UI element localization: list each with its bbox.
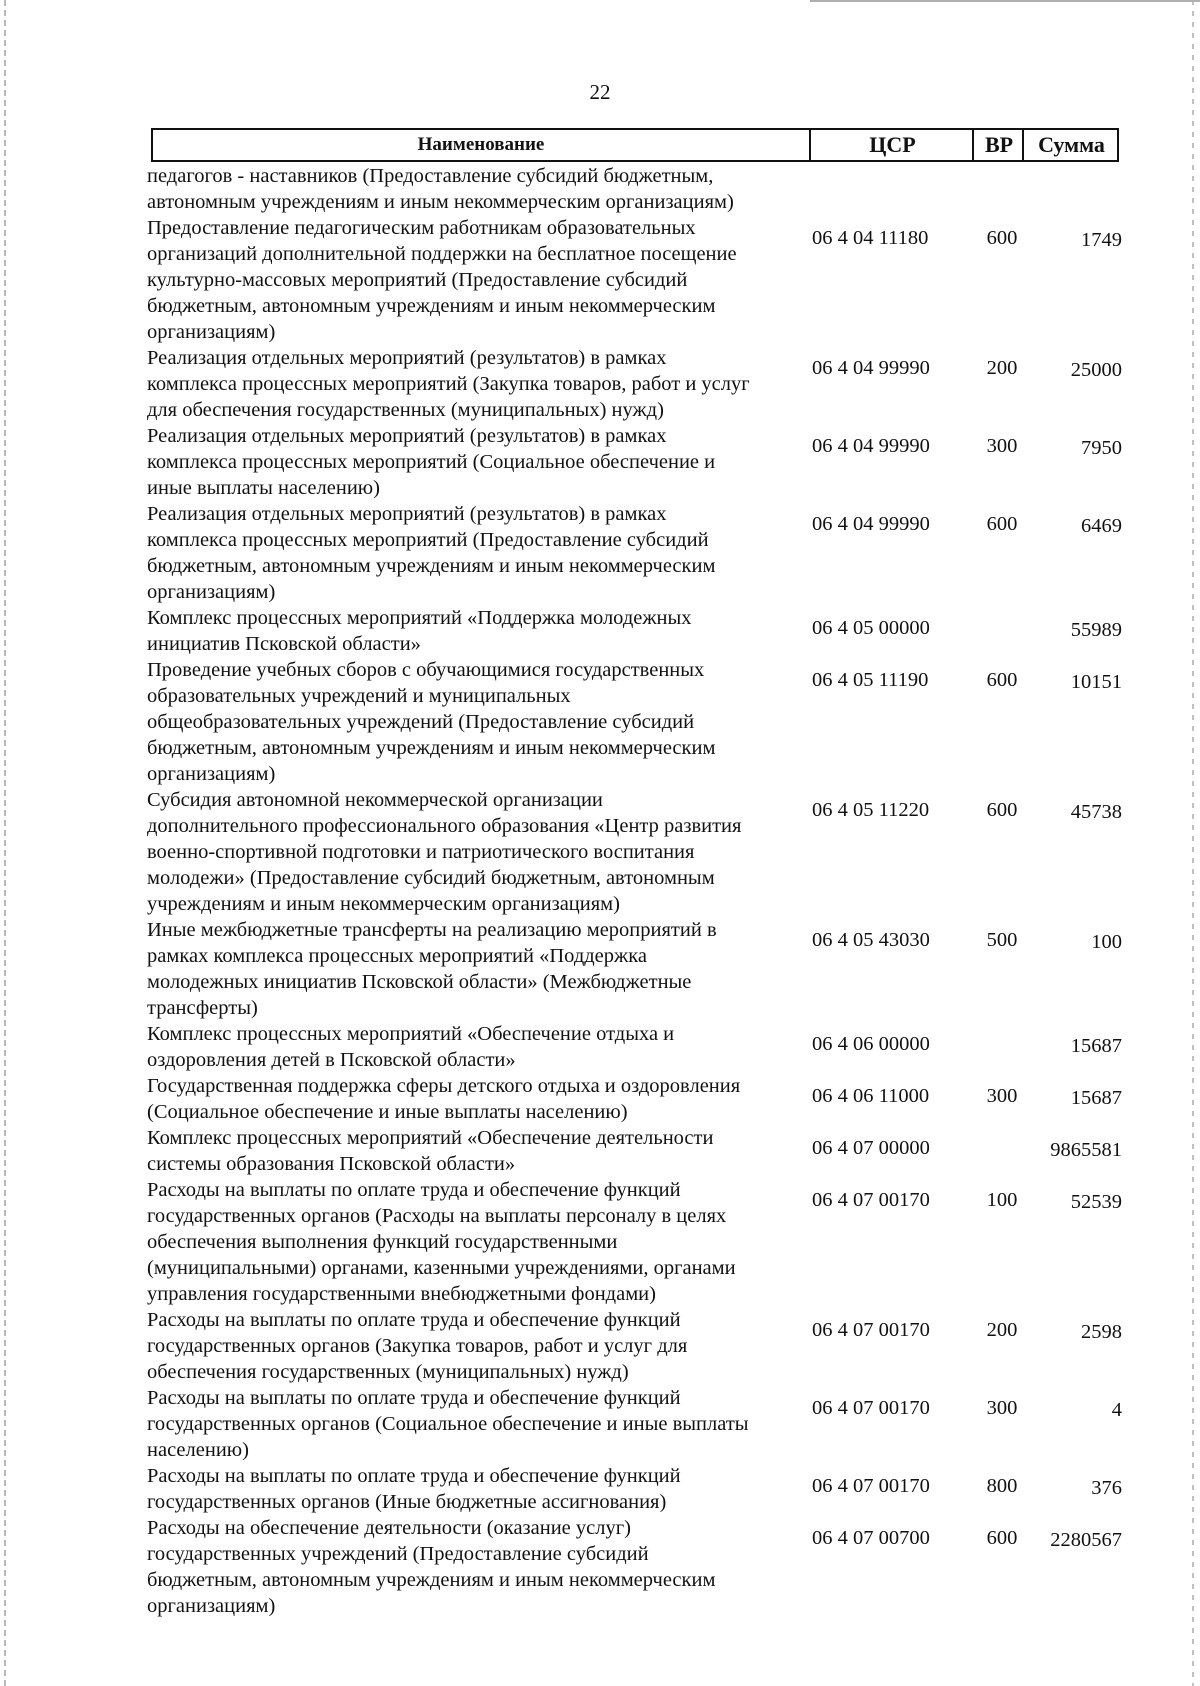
- row-vr: 300: [986, 1397, 1018, 1419]
- row-sum: 100: [1091, 931, 1122, 953]
- row-csr: 06 4 04 99990: [812, 513, 930, 535]
- table-row: [147, 1307, 1125, 1385]
- row-vr: 600: [986, 513, 1018, 535]
- row-csr: 06 4 04 99990: [812, 435, 930, 457]
- row-name: Реализация отдельных мероприятий (результатов) в рамках комплекса процессных мероприятий (Закупка товаров, работ и услуг для обеспечения государственных (муниципальных) нужд): [147, 347, 750, 421]
- row-name: Субсидия автономной некоммерческой организации дополнительного профессионального образования «Центр развития военно-спортивной подготовки и патриотического воспитания молодежи» (Предоставление субсидий бюджетным, автономным учреждениям и иным некоммерческим организациям): [147, 789, 742, 915]
- scan-edge-top: [810, 0, 1200, 2]
- row-sum: 45738: [1070, 801, 1122, 823]
- table-row: [147, 1515, 1125, 1619]
- row-sum: 10151: [1070, 671, 1122, 693]
- table-body: [147, 163, 1125, 1619]
- table-row: [147, 163, 1125, 215]
- row-csr: 06 4 07 00700: [812, 1527, 930, 1549]
- table-row: [147, 657, 1125, 787]
- row-name: Комплекс процессных мероприятий «Поддержка молодежных инициатив Псковской области»: [147, 607, 692, 655]
- row-vr: 200: [986, 1319, 1018, 1341]
- row-name: Комплекс процессных мероприятий «Обеспечение деятельности системы образования Псковской области»: [147, 1127, 714, 1175]
- row-csr: 06 4 06 11000: [812, 1085, 930, 1107]
- row-sum: 2598: [1081, 1321, 1122, 1343]
- header-csr: ЦСР: [809, 130, 974, 160]
- row-vr: 600: [986, 799, 1018, 821]
- row-sum: 376: [1091, 1477, 1122, 1499]
- table-row: [147, 423, 1125, 501]
- row-csr: 06 4 06 00000: [812, 1033, 930, 1055]
- row-vr: 300: [986, 1085, 1018, 1107]
- row-name: Иные межбюджетные трансферты на реализацию мероприятий в рамках комплекса процессных мероприятий «Поддержка молодежных инициатив Псковской области» (Межбюджетные трансферты): [147, 919, 717, 1019]
- row-vr: 600: [986, 1527, 1018, 1549]
- table-row: [147, 215, 1125, 345]
- table-row: [147, 787, 1125, 917]
- table-row: [147, 1463, 1125, 1515]
- page-number: 22: [589, 80, 611, 104]
- row-sum: 9865581: [1050, 1139, 1122, 1161]
- row-sum: 1749: [1081, 229, 1122, 251]
- row-name: Расходы на выплаты по оплате труда и обеспечение функций государственных органов (Расходы на выплаты персоналу в целях обеспечения выполнения функций государственными (муниципальными) органами, казенными учреждениями, органами управления государственными внебюджетными фондами): [147, 1179, 736, 1305]
- row-csr: 06 4 07 00000: [812, 1137, 930, 1159]
- row-csr: 06 4 05 11190: [812, 669, 929, 691]
- row-csr: 06 4 05 43030: [812, 929, 930, 951]
- row-sum: 25000: [1070, 359, 1122, 381]
- table-row: [147, 1385, 1125, 1463]
- table-row: [147, 605, 1125, 657]
- row-csr: 06 4 07 00170: [812, 1319, 930, 1341]
- row-csr: 06 4 05 11220: [812, 799, 930, 821]
- header-name: Наименование: [417, 134, 545, 155]
- table-row: [147, 345, 1125, 423]
- row-csr: 06 4 07 00170: [812, 1475, 930, 1497]
- header-vr: ВР: [972, 130, 1024, 160]
- row-name: Реализация отдельных мероприятий (результатов) в рамках комплекса процессных мероприятий (Социальное обеспечение и иные выплаты населению): [147, 425, 716, 499]
- row-csr: 06 4 07 00170: [812, 1189, 930, 1211]
- row-vr: 100: [986, 1189, 1018, 1211]
- table-row: [147, 501, 1125, 605]
- row-name: Расходы на выплаты по оплате труда и обеспечение функций государственных органов (Иные бюджетные ассигнования): [147, 1465, 681, 1513]
- row-name: Расходы на выплаты по оплате труда и обеспечение функций государственных органов (Закупка товаров, работ и услуг для обеспечения государственных (муниципальных) нужд): [147, 1309, 688, 1383]
- row-name: Государственная поддержка сферы детского отдыха и оздоровления (Социальное обеспечение и иные выплаты населению): [147, 1075, 741, 1123]
- row-name: Расходы на обеспечение деятельности (оказание услуг) государственных учреждений (Предоставление субсидий бюджетным, автономным учреждениям и иным некоммерческим организациям): [147, 1517, 716, 1617]
- row-sum: 6469: [1081, 515, 1122, 537]
- row-name: Реализация отдельных мероприятий (результатов) в рамках комплекса процессных мероприятий (Предоставление субсидий бюджетным, автономным учреждениям и иным некоммерческим организациям): [147, 503, 716, 603]
- row-name: Комплекс процессных мероприятий «Обеспечение отдыха и оздоровления детей в Псковской области»: [147, 1023, 675, 1071]
- row-sum: 2280567: [1050, 1529, 1122, 1551]
- scan-edge-left: [4, 0, 6, 1686]
- row-vr: 200: [986, 357, 1018, 379]
- row-vr: 800: [986, 1475, 1018, 1497]
- row-sum: 55989: [1070, 619, 1122, 641]
- scan-edge-right: [1192, 0, 1194, 1686]
- row-sum: 15687: [1070, 1087, 1122, 1109]
- row-sum: 4: [1111, 1399, 1122, 1421]
- row-vr: 600: [986, 669, 1018, 691]
- table-row: [147, 1125, 1125, 1177]
- row-sum: 52539: [1070, 1191, 1122, 1213]
- row-sum: 15687: [1070, 1035, 1122, 1057]
- table-row: [147, 1021, 1125, 1073]
- row-csr: 06 4 04 99990: [812, 357, 930, 379]
- header-sum: Сумма: [1022, 130, 1119, 160]
- row-csr: 06 4 04 11180: [812, 227, 929, 249]
- row-csr: 06 4 07 00170: [812, 1397, 930, 1419]
- table-row: [147, 917, 1125, 1021]
- row-vr: 300: [986, 435, 1018, 457]
- row-sum: 7950: [1081, 437, 1122, 459]
- row-name: Расходы на выплаты по оплате труда и обеспечение функций государственных органов (Социальное обеспечение и иные выплаты населению): [147, 1387, 749, 1461]
- table-header: [151, 128, 1119, 162]
- row-name: Предоставление педагогическим работникам образовательных организаций дополнительной поддержки на бесплатное посещение культурно-массовых мероприятий (Предоставление субсидий бюджетным, автономным учреждениям и иным некоммерческим организациям): [147, 217, 737, 343]
- row-name: педагогов - наставников (Предоставление субсидий бюджетным, автономным учреждениям и иным некоммерческим организациям): [147, 165, 734, 213]
- row-name: Проведение учебных сборов с обучающимися государственных образовательных учреждений и муниципальных общеобразовательных учреждений (Предоставление субсидий бюджетным, автономным учреждениям и иным некоммерческим организациям): [147, 659, 716, 785]
- table-row: [147, 1073, 1125, 1125]
- row-csr: 06 4 05 00000: [812, 617, 930, 639]
- row-vr: 500: [986, 929, 1018, 951]
- table-row: [147, 1177, 1125, 1307]
- row-vr: 600: [986, 227, 1018, 249]
